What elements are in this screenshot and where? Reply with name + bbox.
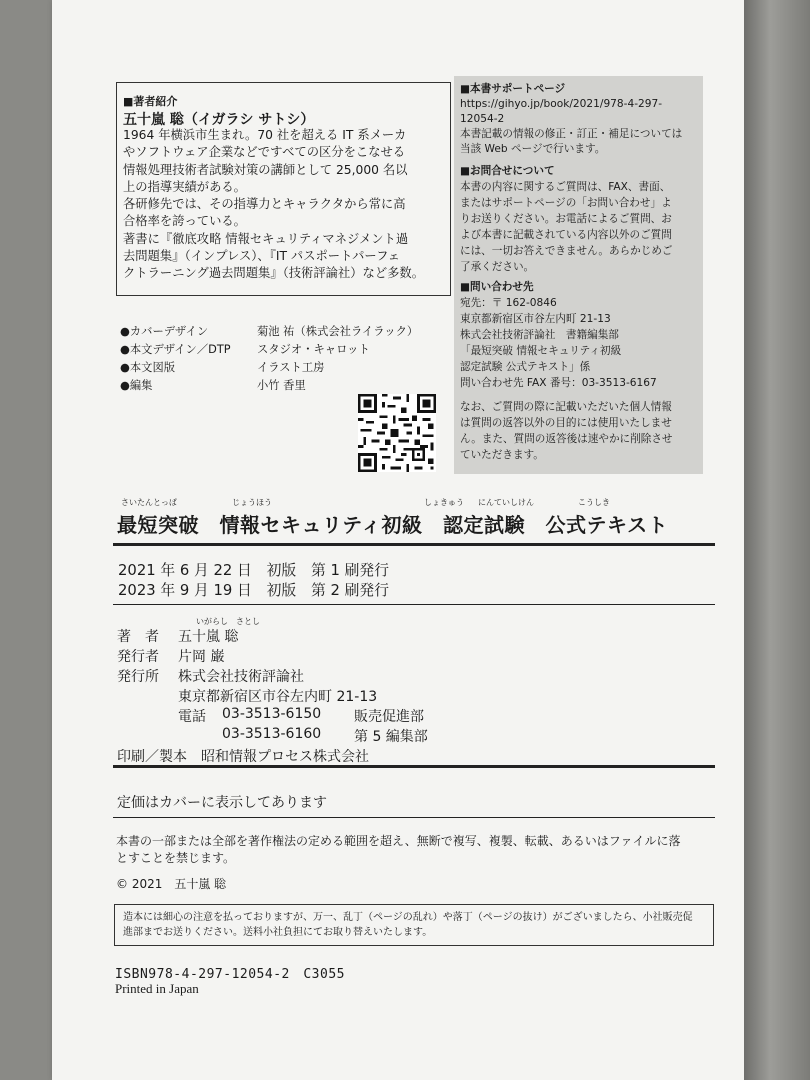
copyright-notice: とすことを禁じます。 xyxy=(116,851,236,865)
author-profile-box xyxy=(116,82,451,296)
author-bio xyxy=(123,127,445,283)
privacy-line: ていただきます。 xyxy=(460,449,544,461)
company-name: 株式会社技術評論社 xyxy=(178,669,304,685)
support-info-box xyxy=(454,76,703,474)
printer-line: 印刷／製本 昭和情報プロセス株式会社 xyxy=(117,749,369,765)
defect-notice-box xyxy=(114,904,714,946)
isbn: ISBN978-4-297-12054-2 C3055 xyxy=(115,967,345,982)
title-ruby: さいたんとっぱ xyxy=(121,498,177,507)
copyright-notice: 本書の一部または全部を著作権法の定める範囲を超え、無断で複写、複製、転載、あるいはファイルに落 xyxy=(116,834,681,848)
credit-name: イラスト工房 xyxy=(257,361,325,374)
inquiry-line: りお送りください。お電話によるご質問、お xyxy=(460,213,672,225)
credit-role: ●本文デザイン／DTP xyxy=(120,343,231,356)
author-bio-line: やソフトウェア企業などですべての区分をこなせる xyxy=(123,145,406,160)
author-bio-line: 去問題集』（インプレス）、『IT パスポートパーフェ xyxy=(123,249,401,264)
author-bio-line: 1964 年横浜市生まれ。70 社を超える IT 系メーカ xyxy=(123,128,407,142)
phone-department: 第 5 編集部 xyxy=(354,729,428,745)
defect-notice-line: 造本には細心の注意を払っておりますが、万一、乱丁（ページの乱れ）や落丁（ページの抜け）がございましたら、小社販売促 xyxy=(123,912,693,923)
inquiry-line: よび本書に記載されている内容以外のご質問 xyxy=(460,229,672,241)
address-line: 株式会社技術評論社 書籍編集部 xyxy=(460,329,619,341)
copyright-holder: © 2021 五十嵐 聡 xyxy=(116,877,227,891)
author-bio-line: クトラーニング過去問題集』（技術評論社）など多数。 xyxy=(123,266,425,281)
page-stack-edge xyxy=(744,0,810,1080)
edition-line: 2021 年 6 月 22 日 初版 第 1 刷発行 xyxy=(118,562,390,579)
author-bio-line: 各研修先では、その指導力とキャラクタから常に高 xyxy=(123,197,406,212)
support-url-cont[interactable]: 12054-2 xyxy=(460,113,505,125)
defect-notice-line: 進部までお送りください。送料小社負担にてお取り替えいたします。 xyxy=(123,927,433,938)
inquiry-heading: ■お問合せについて xyxy=(460,165,555,177)
title-ruby: にんていしけん xyxy=(478,498,534,507)
support-text: 当該 Web ページで行います。 xyxy=(460,143,606,155)
title-ruby: こうしき xyxy=(578,498,610,507)
company-address: 東京都新宿区市谷左内町 21-13 xyxy=(178,689,378,705)
credit-name: スタジオ・キャロット xyxy=(257,343,370,356)
printed-in: Printed in Japan xyxy=(115,981,199,996)
title-ruby: じょうほう xyxy=(232,498,272,507)
publisher-value: 片岡 巌 xyxy=(178,649,225,665)
phone-label: 電話 xyxy=(178,709,206,725)
phone-number: 03-3513-6150 xyxy=(222,706,322,722)
edition-rule xyxy=(113,604,715,605)
privacy-line: は質問の返答以外の目的には使用いたしませ xyxy=(460,417,672,429)
author-bio-line: 上の指導実績がある。 xyxy=(123,179,246,194)
author-profile-heading: ■著者紹介 xyxy=(123,95,178,108)
company-label: 発行所 xyxy=(117,669,159,685)
inquiry-line: 了承ください。 xyxy=(460,261,535,273)
privacy-line: ん。また、質問の返答後は速やかに削除させ xyxy=(460,433,673,445)
title-rule xyxy=(113,543,715,546)
title-ruby: しょきゅう xyxy=(424,498,464,507)
publisher-label: 発行者 xyxy=(117,649,159,665)
credit-role: ●編集 xyxy=(120,379,153,392)
address-line: 東京都新宿区市谷左内町 21-13 xyxy=(460,313,611,325)
inquiry-line: 本書の内容に関するご質問は、FAX、書面、 xyxy=(460,181,671,193)
address-line: 認定試験 公式テキスト」係 xyxy=(460,361,591,373)
credit-name: 小竹 香里 xyxy=(257,379,306,392)
support-page-heading: ■本書サポートページ xyxy=(460,83,566,95)
inquiry-line: には、一切お答えできません。あらかじめご xyxy=(460,245,673,257)
credit-role: ●カバーデザイン xyxy=(120,325,209,338)
address-line: 問い合わせ先 FAX 番号：03-3513-6167 xyxy=(460,377,657,389)
book-title: 最短突破 情報セキュリティ初級 認定試験 公式テキスト xyxy=(117,513,669,537)
author-bio-line: 情報処理技術者試験対策の講師として 25,000 名以 xyxy=(123,162,408,177)
author-value: 五十嵐 聡 xyxy=(178,629,239,645)
privacy-line: なお、ご質問の際に記載いただいた個人情報 xyxy=(460,401,672,413)
credit-name: 菊池 祐（株式会社ライラック） xyxy=(257,325,419,338)
author-bio-line: 合格率を誇っている。 xyxy=(123,214,246,229)
address-line: 宛先：〒 162-0846 xyxy=(460,297,557,309)
inquiry-line: またはサポートページの「お問い合わせ」よ xyxy=(460,197,672,209)
author-label: 著 者 xyxy=(117,629,159,645)
support-text: 本書記載の情報の修正・訂正・補足については xyxy=(460,128,683,140)
phone-number: 03-3513-6160 xyxy=(222,726,322,742)
author-bio-line: 著書に『徹底攻略 情報セキュリティマネジメント過 xyxy=(123,231,409,246)
price-note: 定価はカバーに表示してあります xyxy=(117,795,327,811)
edition-line: 2023 年 9 月 19 日 初版 第 2 刷発行 xyxy=(118,582,390,599)
author-ruby: いがらし さとし xyxy=(196,617,260,626)
address-heading: ■問い合わせ先 xyxy=(460,281,534,293)
support-url[interactable]: https://gihyo.jp/book/2021/978-4-297- xyxy=(460,98,663,110)
qr-code-icon[interactable] xyxy=(358,394,436,472)
phone-department: 販売促進部 xyxy=(354,709,424,725)
colophon-rule xyxy=(113,765,715,768)
address-line: 「最短突破 情報セキュリティ初級 xyxy=(460,345,622,357)
credit-role: ●本文図版 xyxy=(120,361,176,374)
author-name: 五十嵐 聡（イガラシ サトシ） xyxy=(123,112,315,128)
price-rule xyxy=(113,817,715,818)
